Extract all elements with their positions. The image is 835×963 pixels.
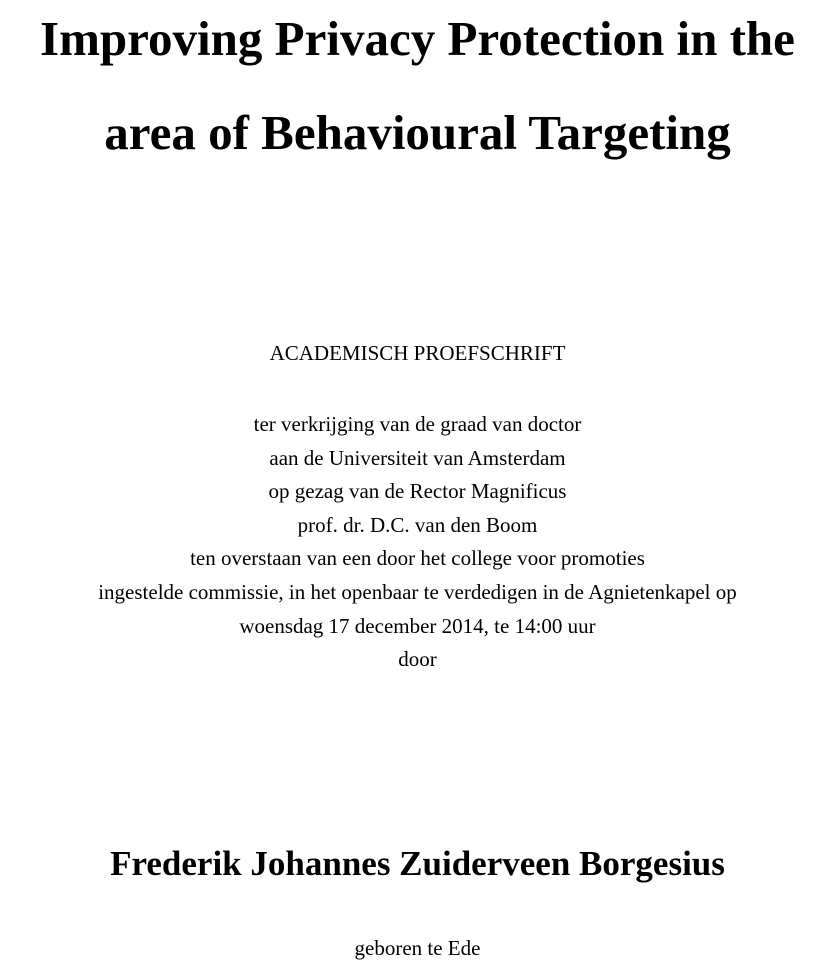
statement-line-2: aan de Universiteit van Amsterdam	[269, 445, 566, 470]
statement-line-3: op gezag van de Rector Magnificus	[268, 479, 567, 504]
degree-type: ACADEMISCH PROEFSCHRIFT	[269, 341, 566, 365]
statement-line-1: ter verkrijging van de graad van doctor	[253, 412, 582, 436]
defense-statement	[0, 408, 835, 677]
statement-line-8: door	[398, 647, 437, 672]
statement-line-6: ingestelde commissie, in het openbaar te verdedigen in de Agnietenkapel op	[98, 579, 737, 604]
thesis-title-line-2: area of Behavioural Targeting	[104, 105, 731, 160]
thesis-title-line-1: Improving Privacy Protection in the	[40, 11, 795, 66]
statement-line-4: prof. dr. D.C. van den Boom	[297, 512, 538, 537]
statement-line-7: woensdag 17 december 2014, te 14:00 uur	[239, 613, 596, 638]
author-name: Frederik Johannes Zuiderveen Borgesius	[110, 844, 725, 883]
thesis-title	[0, 0, 835, 180]
birthplace: geboren te Ede	[354, 936, 481, 960]
statement-line-5: ten overstaan van een door het college voor promoties	[190, 546, 645, 571]
